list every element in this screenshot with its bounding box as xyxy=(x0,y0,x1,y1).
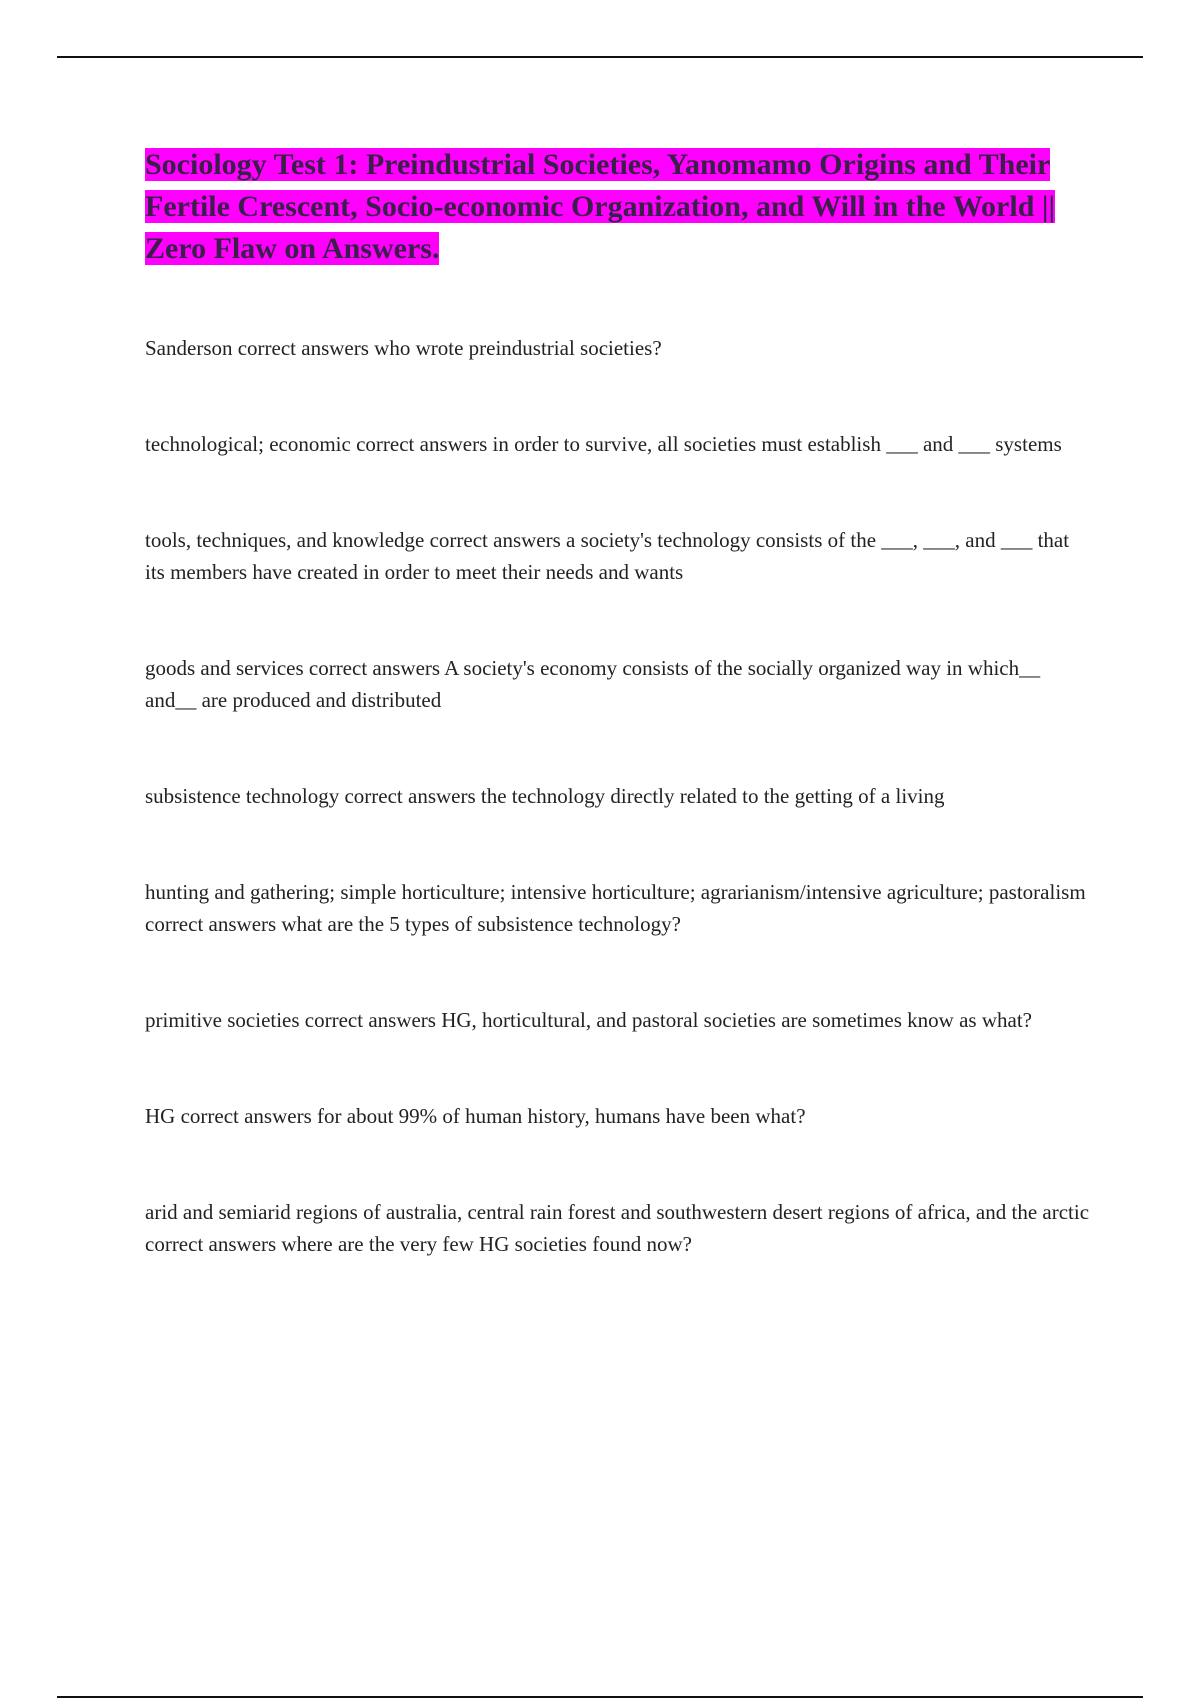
flashcard-list xyxy=(145,332,1090,1260)
flashcard-item: primitive societies correct answers HG, horticultural, and pastoral societies are sometimes know as what? xyxy=(145,1008,1032,1032)
flashcard-item: subsistence technology correct answers the technology directly related to the getting of a living xyxy=(145,784,945,808)
bottom-rule xyxy=(57,1696,1143,1698)
document-body xyxy=(145,144,1090,1324)
document-title xyxy=(145,144,1090,270)
title-highlight: Sociology Test 1: Preindustrial Societies, Yanomamo Origins and Their Fertile Crescent, Socio-economic Organization, and Will in the World || Zero Flaw on Answers. xyxy=(145,148,1056,265)
flashcard-item: hunting and gathering; simple horticulture; intensive horticulture; agrarianism/intensive agriculture; pastoralism correct answers what are the 5 types of subsistence technology? xyxy=(145,880,1086,936)
flashcard-item: HG correct answers for about 99% of human history, humans have been what? xyxy=(145,1104,806,1128)
flashcard-item: tools, techniques, and knowledge correct answers a society's technology consists of the ___, ___, and ___ that its members have created in order to meet their needs and wants xyxy=(145,528,1070,584)
flashcard-item: arid and semiarid regions of australia, central rain forest and southwestern desert regions of africa, and the arctic correct answers where are the very few HG societies found now? xyxy=(145,1200,1090,1256)
flashcard-item: Sanderson correct answers who wrote preindustrial societies? xyxy=(145,336,662,360)
flashcard-item: goods and services correct answers A society's economy consists of the socially organized way in which__ and__ are produced and distributed xyxy=(145,656,1041,712)
flashcard-item: technological; economic correct answers in order to survive, all societies must establish ___ and ___ systems xyxy=(145,432,1062,456)
top-rule xyxy=(57,56,1143,58)
